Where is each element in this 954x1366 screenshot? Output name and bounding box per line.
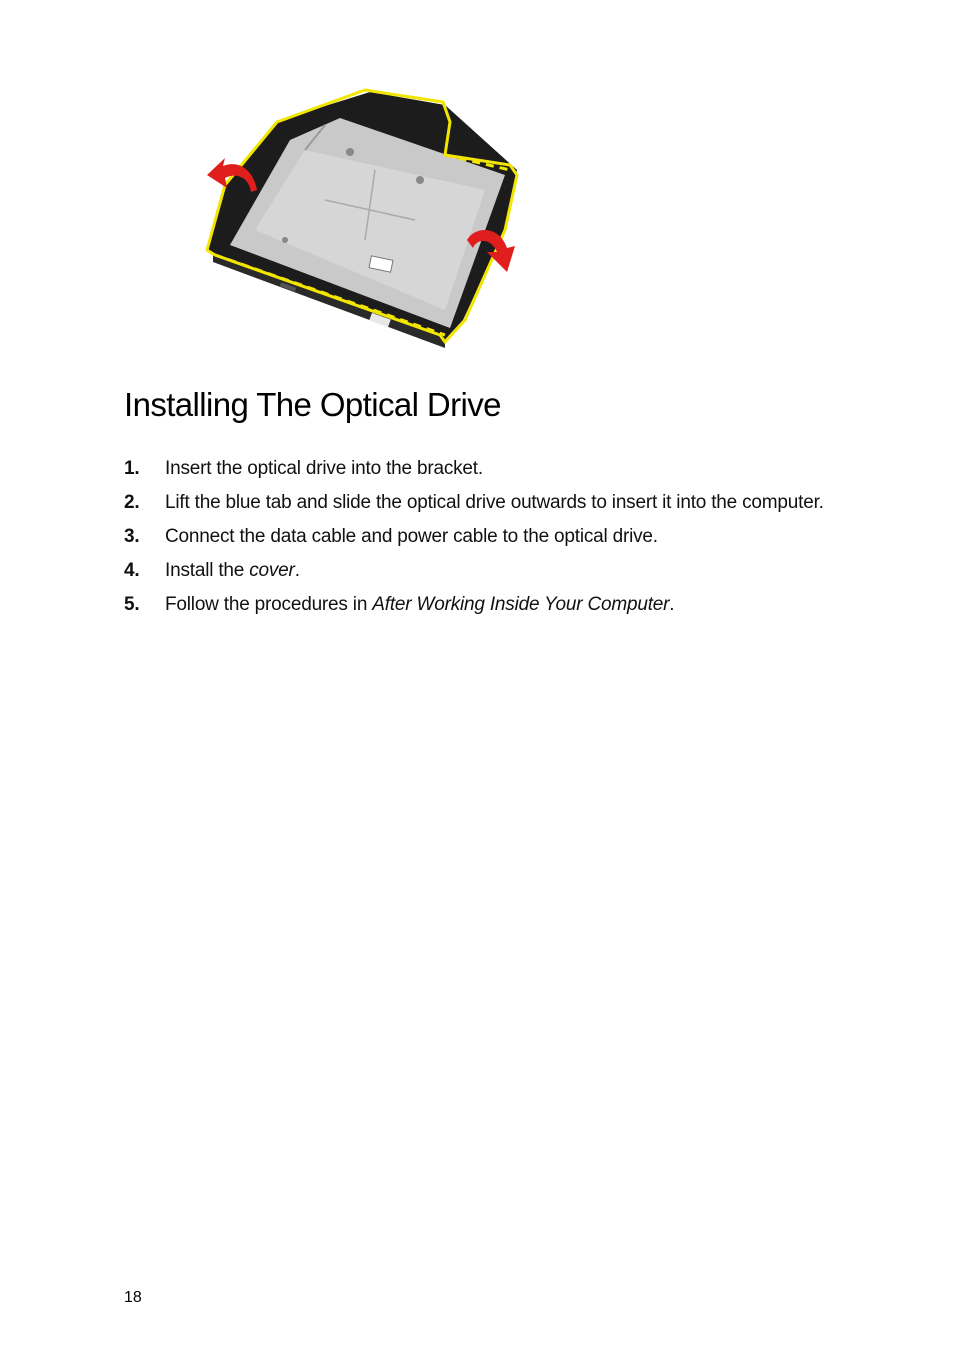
step-text: Insert the optical drive into the bracket.: [165, 458, 483, 479]
step-text: [165, 594, 674, 615]
step-text: Connect the data cable and power cable to the optical drive.: [165, 526, 658, 547]
cover-link[interactable]: cover: [249, 560, 295, 581]
optical-drive-illustration: [195, 80, 540, 355]
step-number: 1.: [124, 458, 140, 479]
step-number: 2.: [124, 492, 140, 513]
step-text-after: .: [294, 560, 300, 581]
page-title: Installing The Optical Drive: [124, 386, 501, 423]
step-number: 3.: [124, 526, 140, 547]
list-item: [124, 557, 824, 584]
step-text: Lift the blue tab and slide the optical drive outwards to insert it into the computer.: [165, 492, 824, 513]
list-item: [124, 591, 824, 618]
list-item: [124, 455, 824, 482]
after-working-inside-link[interactable]: After Working Inside Your Computer: [372, 594, 670, 615]
list-item: [124, 523, 824, 550]
list-item: [124, 489, 824, 516]
step-text-before: Follow the procedures in: [165, 594, 373, 615]
step-text: [165, 560, 300, 581]
step-text-after: .: [669, 594, 675, 615]
page-number: 18: [124, 1289, 142, 1306]
step-number: 5.: [124, 594, 140, 615]
step-number: 4.: [124, 560, 140, 581]
step-text-before: Install the: [165, 560, 250, 581]
installation-steps-list: [124, 455, 824, 625]
